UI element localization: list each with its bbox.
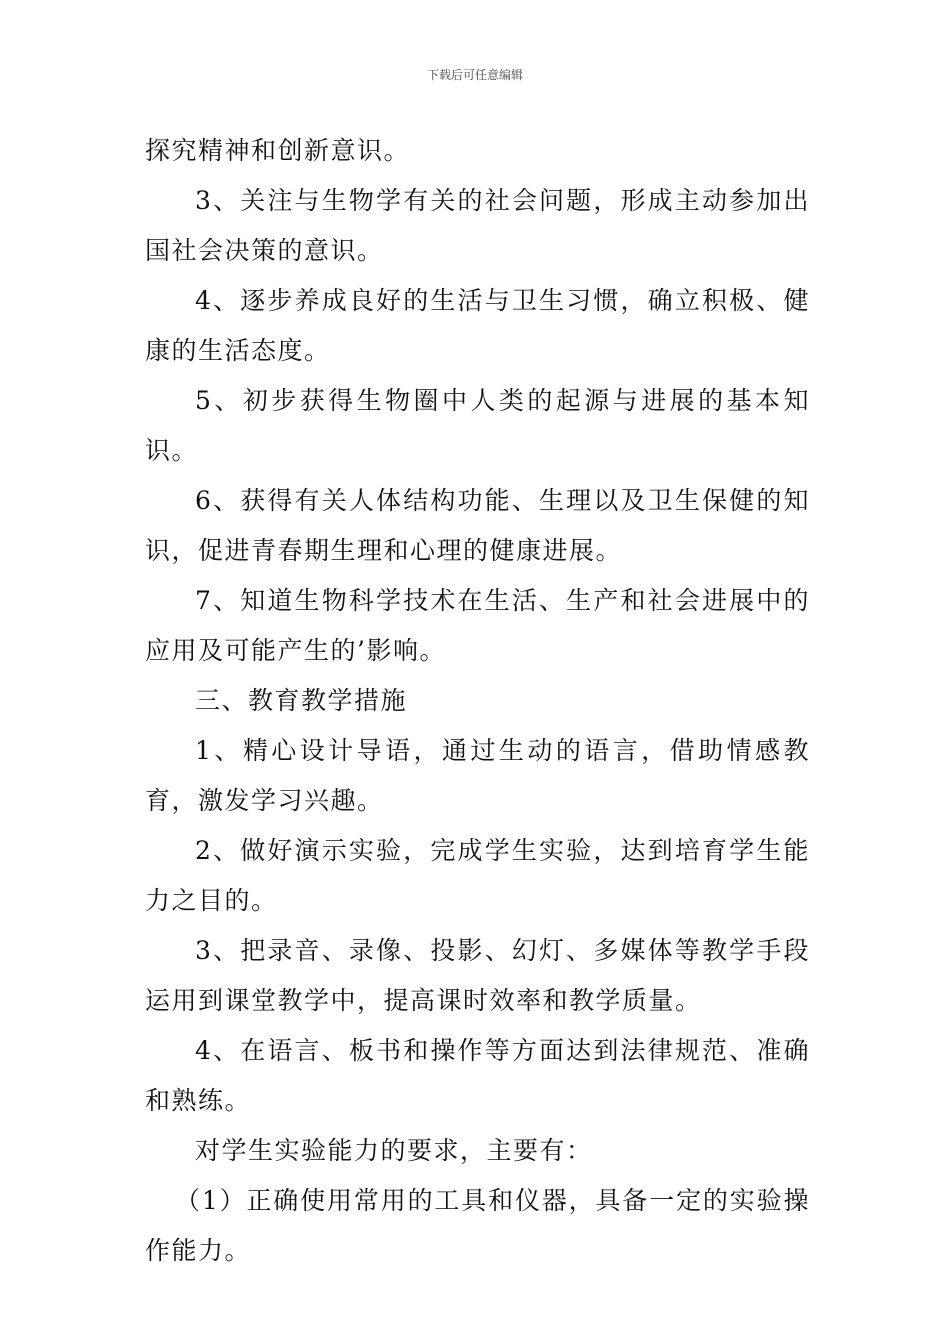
- paragraph-item-6-body: 6、获得有关人体结构功能、生理以及卫生保健的知识，促进青春期生理和心理的健康进展。: [145, 486, 810, 565]
- page-header: 下载后可任意编辑: [426, 68, 523, 82]
- paragraph-measure-3: 3、把录音、录像、投影、幻灯、多媒体等教学手段运用到课堂教学中，提高课时效率和教学质量。: [145, 936, 810, 1015]
- paragraph-item-4-habits: 4、逐步养成良好的生活与卫生习惯，确立积极、健康的生活态度。: [145, 286, 810, 365]
- paragraph-measure-4: 4、在语言、板书和操作等方面达到法律规范、准确和熟练。: [145, 1036, 810, 1115]
- paragraph-measure-2: 2、做好演示实验，完成学生实验，达到培育学生能力之目的。: [145, 836, 810, 915]
- paragraph-item-5-origin: 5、初步获得生物圈中人类的起源与进展的基本知识。: [145, 386, 810, 465]
- paragraph-measure-1: 1、精心设计导语，通过生动的语言，借助情感教育，激发学习兴趣。: [145, 736, 810, 815]
- paragraph-requirements-intro: 对学生实验能力的要求，主要有：: [195, 1136, 593, 1165]
- section-heading-measures: 三、教育教学措施: [195, 686, 408, 715]
- paragraph-continuation: 探究精神和创新意识。: [145, 136, 411, 165]
- paragraph-item-7-technology: 7、知道生物科学技术在生活、生产和社会进展中的应用及可能产生的’影响。: [145, 586, 810, 665]
- paragraph-requirement-1: （1）正确使用常用的工具和仪器，具备一定的实验操作能力。: [145, 1186, 810, 1265]
- paragraph-item-3-social: 3、关注与生物学有关的社会问题，形成主动参加出国社会决策的意识。: [145, 186, 810, 265]
- document-body: [145, 126, 810, 1276]
